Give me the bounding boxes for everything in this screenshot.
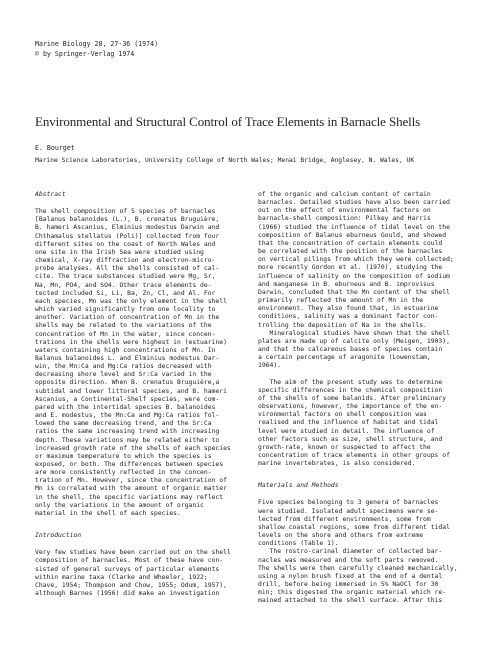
article-title: Environmental and Structural Control of Trace Elements in Barnacle Shells: [35, 114, 421, 129]
journal-line: Marine Biology 28, 27-36 (1974): [35, 40, 159, 48]
left-column: [35, 190, 251, 597]
introduction-paragraph-1: of the organic and calcium content of certain barnacles. Detailed studies have also been carried out on the effect of environmental factors on barnacle-shell composition: Pilkey and Harris (1966) studied the influence of tidal level on the composition of Balanus eburneus Gould, and showed that the concentration of certain elements could be correlated with the position of the barnacles on vertical pilings from which they were collected; more recently Gordon et al. (1970), studying the influence of salinity on the composition of sodium and manganese in B. eburneus and B. improvisus Darwin, concluded that the Mn content of the shell primarily reflected the amount of Mn in the environment. They also found that, in estuarine conditions, salinity was a dominant factor con- trolling the deposition of Na in the shells.: [258, 190, 454, 329]
methods-paragraph-1: Five species belonging to 3 genera of barnacles were studied. Isolated adult specimens were se- lected from different environments, some from shallow coastal regions, some from different tidal levels on the shore and others from extreme conditions (Table 1).: [258, 498, 450, 548]
introduction-paragraph-2: Mineralogical studies have shown that the shell plates are made up of calcite only (Meigen, 1903), and that the calcareous bases of species contain a certain percentage of aragonite (Lowenstam, 1964).: [258, 328, 450, 370]
introduction-paragraph-3: The aim of the present study was to determine specific differences in the chemical composition of the shells of some balanids. After preliminary observations, however, the importance of the en- vironmental factors on shell composition was realised and the influence of habitat and tidal level were studied in detail. The influence of other factors such as size, shell structure, and growth-rate, known or suspected to affect the concentration of trace elements in other groups of marine invertebrates, is also considered.: [258, 377, 450, 468]
copyright-line: © by Springer-Verlag 1974: [35, 49, 135, 58]
abstract-heading: Abstract: [35, 190, 66, 198]
abstract-text: The shell composition of 5 species of barnacles [Balanus balanoides (L.), B. crenatus Bruguière, B. hameri Ascanius, Elminius modestus Darwin and Chthamalus stellatus (Poli)] collected from four different sites on the coast of North Wales and one site in the Irish Sea were studied using chemical, X-ray diffraction and electron-micro- probe analyses. All the shells consisted of cal- cite. The trace substances studied were Mg, Sr, Na, Mn, PO4, and SO4. Other trace elements de- tected included Si, Li, Ba, Zn, Cl, and Al. For each species, Mn was the only element in the shell which varied significantly from one locality to another. Variation of concentration of Mn in the shells may be related to the variations of the concentration of Mn in the water, since concen- trations in the shells were highest in (estuarine) waters containing high concentrations of Mn. In Balanus balanoides L. and Elminius modestus Dar- win, the Mn:Ca and Mg:Ca ratios decreased with decreasing shore level and Sr:Ca varied in the opposite direction. When B. crenatus Bruguière,a subtidal and lower littoral species, and B. hameri Ascanius, a Continental-Shelf species, were com- pared with the intertidal species B. balanoides and E. modestus, the Mn:Ca and Mg:Ca ratios fol- lowed the same decreasing trend, and the Sr:Ca ratios the same increasing trend with increasing depth. These variations may be related either to increased growth rate of the shells of each species or maximum temperature to which the species is exposed, or both. The differences between species are more consistently reflected in the concen- tration of Mn. However, since the concentration of Mn is correlated with the amount of organic matter in the shell, the specific variations may reflect only the variations in the amount of organic material in the shell of each species.: [35, 207, 231, 517]
introduction-text: Very few studies have been carried out on the shell composition of barnacles. Most of these have con- sisted of general surveys of particular elements within marine taxa (Clarke and Wheeler, 1922; Chave, 1954; Thompson and Chow, 1955; Odum, 1957), although Barnes (1956) did make an investigation: [35, 548, 231, 598]
journal-citation: [35, 40, 158, 59]
methods-heading: Materials and Methods: [258, 481, 339, 490]
right-column: [258, 190, 478, 604]
author-name: E. Bourget: [35, 144, 75, 152]
author-affiliation: Marine Science Laboratories, University College of North Wales; Menai Bridge, Anglesey, N. Wales, UK: [35, 157, 415, 164]
methods-paragraph-2: The rostro-carinal diameter of collected bar- nacles was measured and the soft parts removed. The shells were then carefully cleaned mechanically, using a nylon brush fixed at the end of a dental drill, before being immersed in 5% NaOCl for 30 min; this digested the organic material which re- mained attached to the shell surface. After this: [258, 547, 458, 605]
introduction-heading: Introduction: [35, 531, 82, 540]
